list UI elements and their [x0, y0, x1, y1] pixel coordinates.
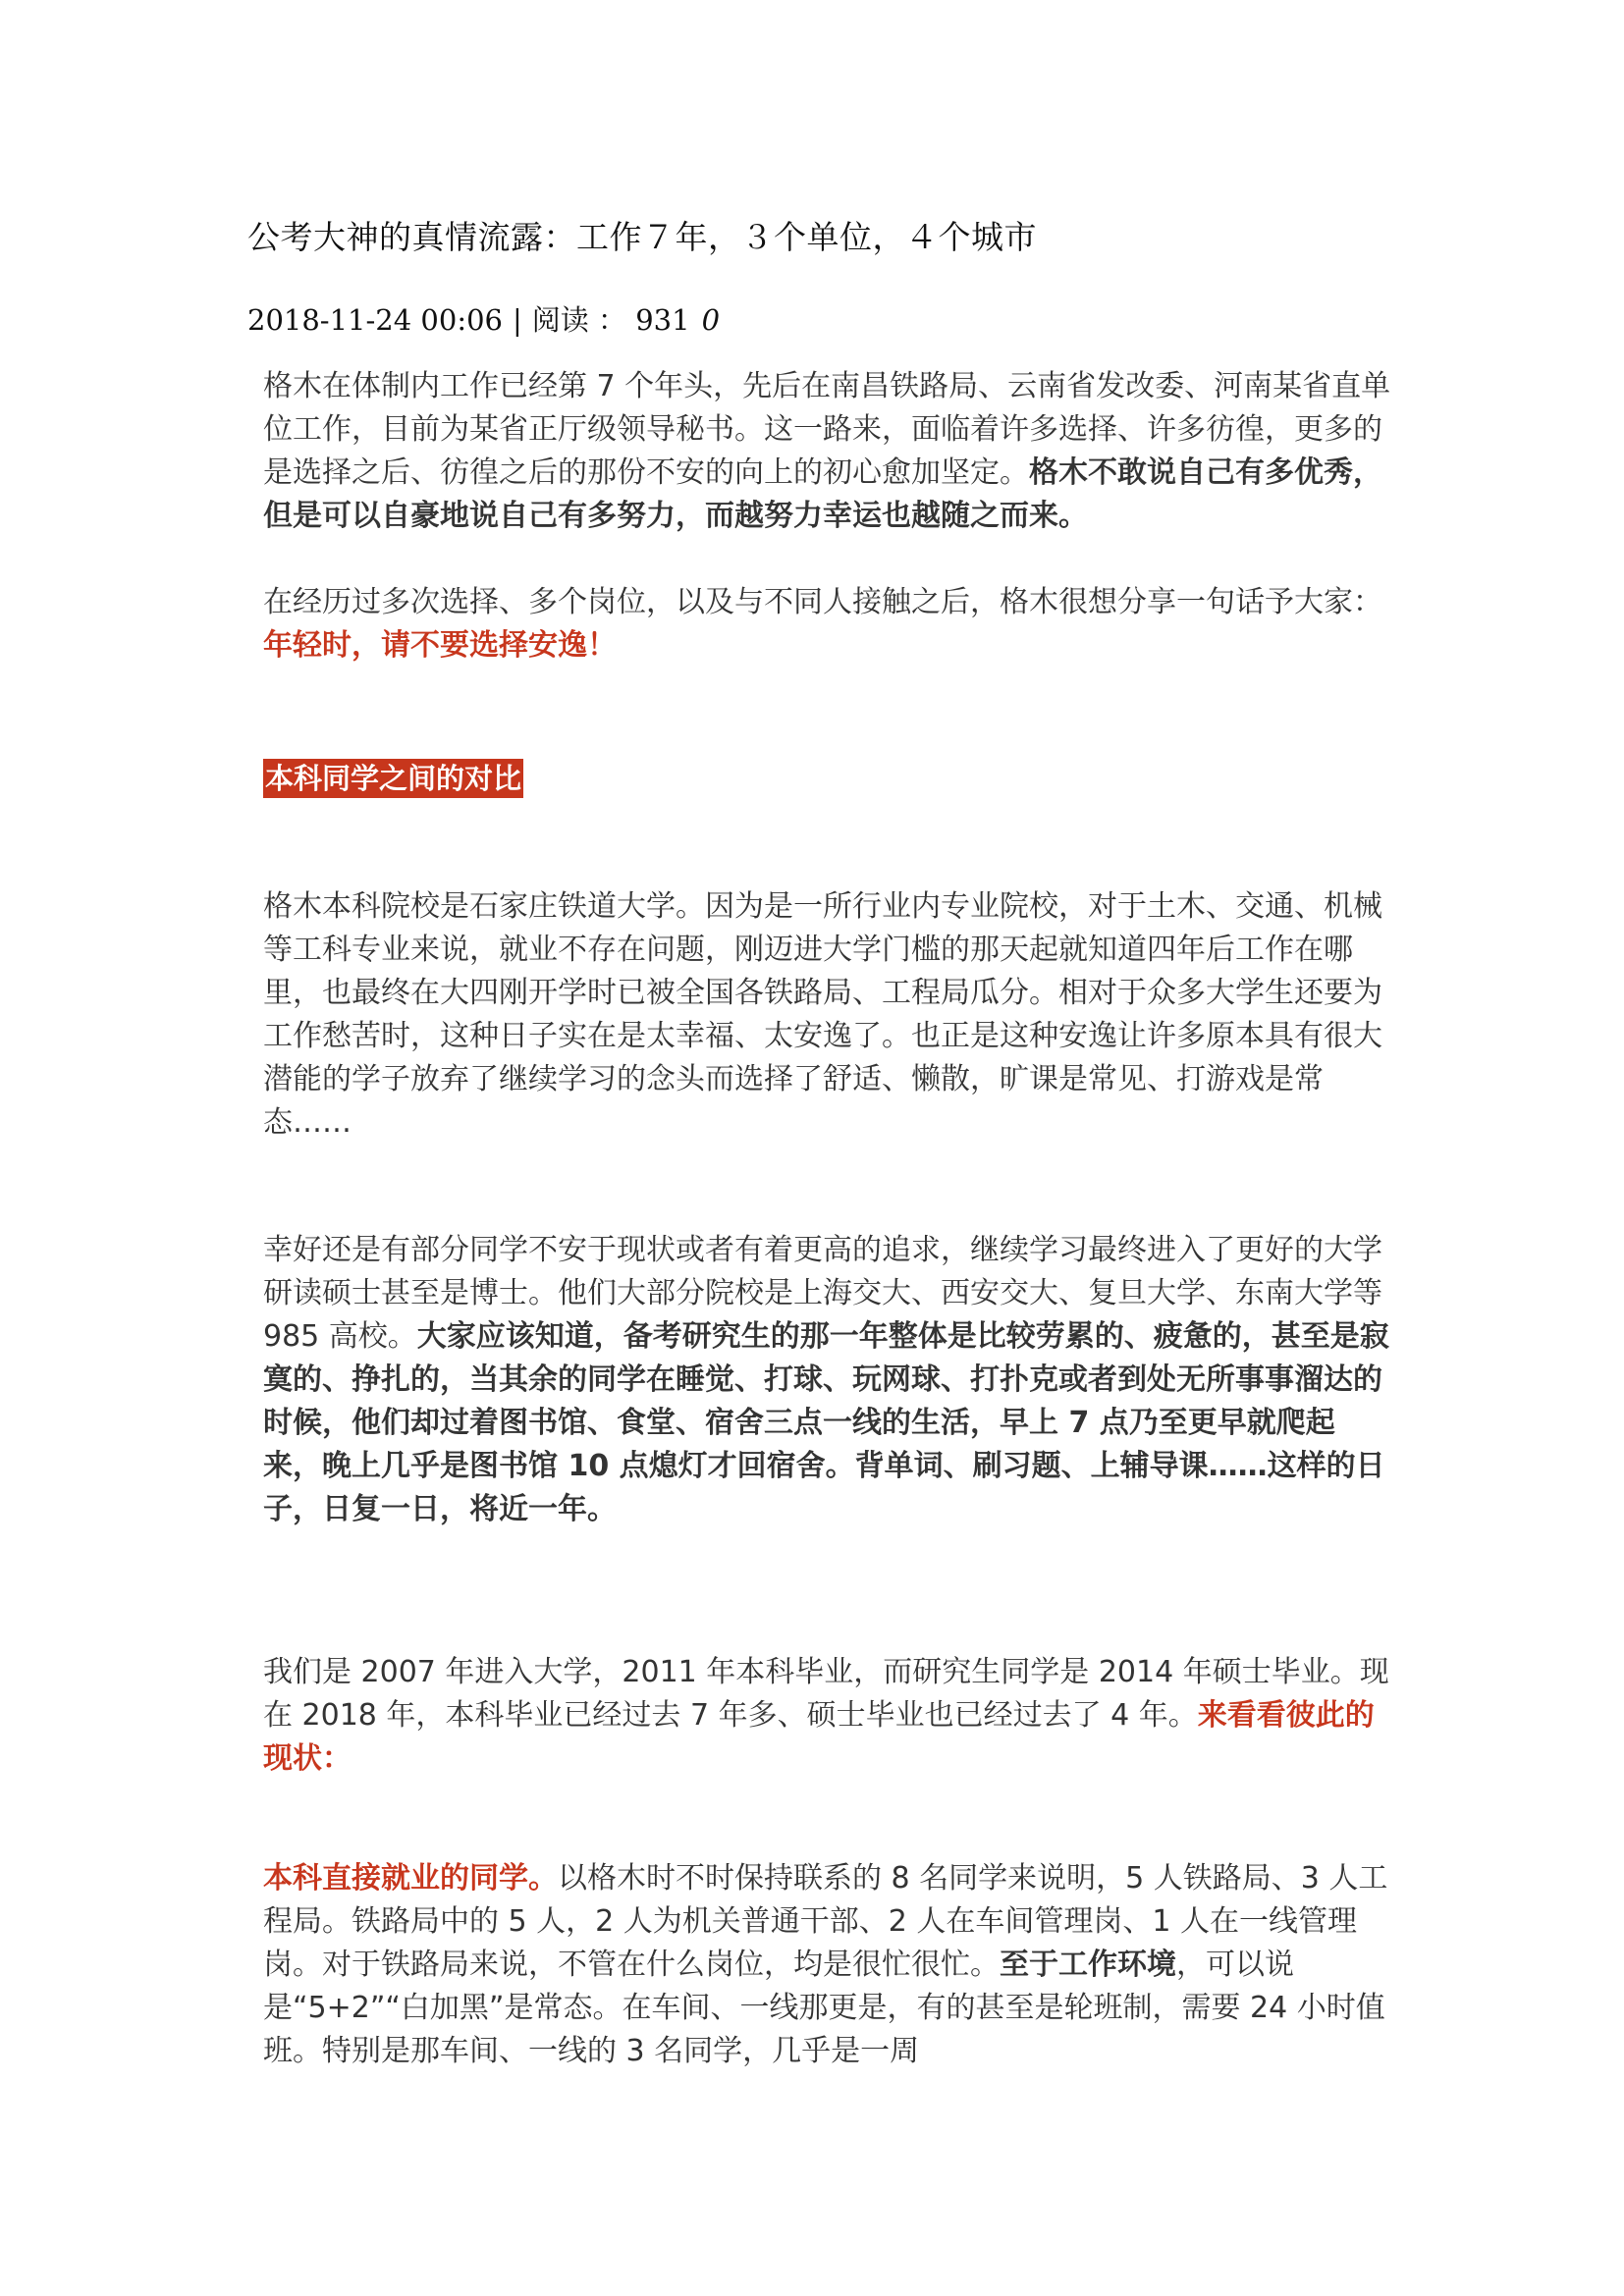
- read-label: 阅读 ：: [531, 303, 626, 337]
- paragraph-university: 格木本科院校是石家庄铁道大学。因为是一所行业内专业院校，对于土木、交通、机械等工科专业来说，就业不存在问题，刚迈进大学门槛的那天起就知道四年后工作在哪里，也最终在大四刚开学时已被全国各铁路局、工程局瓜分。相对于众多大学生还要为工作愁苦时，这种日子实在是太幸福、太安逸了。也正是这种安逸让许多原本具有很大潜能的学子放弃了继续学习的念头而选择了舒适、懒散，旷课是常见、打游戏是常态……: [263, 889, 1382, 1140]
- meta-separator: |: [513, 303, 522, 337]
- paragraph-highlight: 来看看彼此的现状：: [263, 1698, 1375, 1776]
- intro-paragraph-1: [263, 365, 1392, 538]
- paragraph-graduate-students: [263, 1229, 1392, 1531]
- paragraph-emphasis: 至于工作环境: [1000, 1948, 1176, 1982]
- paragraph-timeline: [263, 1651, 1392, 1781]
- intro-emphasis: 格木不敢说自己有多优秀，但是可以自豪地说自己有多努力，而越努力幸运也越随之而来。: [263, 455, 1382, 533]
- intro-text: 格木在体制内工作已经第 7 个年头，先后在南昌铁路局、云南省发改委、河南某省直单位工作，目前为某省正厅级领导秘书。这一路来，面临着许多选择、许多彷徨，更多的是选择之后、彷徨之后的那份不安的向上的初心愈加坚定。: [263, 369, 1391, 490]
- article-meta: [247, 298, 720, 339]
- comment-count: 0: [701, 303, 721, 337]
- intro-paragraph-2: [263, 581, 1392, 667]
- highlight-quote: 年轻时，请不要选择安逸！: [263, 628, 617, 663]
- intro-text: 在经历过多次选择、多个岗位，以及与不同人接触之后，格木很想分享一句话予大家：: [263, 585, 1382, 619]
- read-count: 931: [635, 303, 690, 337]
- paragraph-emphasis: 大家应该知道，备考研究生的那一年整体是比较劳累的、疲惫的，甚至是寂寞的、挣扎的，当其余的同学在睡觉、打球、玩网球、打扑克或者到处无所事事溜达的时候，他们却过着图书馆、食堂、宿舍三点一线的生活，早上 7 点乃至更早就爬起来，晚上几乎是图书馆 10 点熄灯才回宿舍。背单词、刷习题、上辅导课……这样的日子，日复一日，将近一年。: [263, 1319, 1389, 1526]
- article-title: 公考大神的真情流露：工作７年，３个单位，４个城市: [247, 218, 1037, 256]
- publish-datetime: 2018-11-24 00:06: [247, 303, 503, 337]
- paragraph-direct-employment: [263, 1857, 1392, 2073]
- paragraph-text: 以格木时不时保持联系的 8 名同学来说明，5 人铁路局、3 人工程局。铁路局中的 5 人，2 人为机关普通干部、2 人在车间管理岗、1 人在一线管理岗。对于铁路局来说，不管在什么岗位，均是很忙很忙。: [263, 1861, 1388, 1982]
- section-heading: 本科同学之间的对比: [263, 759, 523, 798]
- paragraph-text: 我们是 2007 年进入大学，2011 年本科毕业，而研究生同学是 2014 年硕士毕业。现在 2018 年，本科毕业已经过去 7 年多、硕士毕业也已经过去了 4 年。: [263, 1655, 1389, 1733]
- paragraph-highlight: 本科直接就业的同学。: [263, 1861, 558, 1896]
- paragraph-text: 幸好还是有部分同学不安于现状或者有着更高的追求，继续学习最终进入了更好的大学研读硕士甚至是博士。他们大部分院校是上海交大、西安交大、复旦大学、东南大学等 985 高校。: [263, 1233, 1382, 1354]
- paragraph-text: ，可以说是“5+2”“白加黑”是常态。在车间、一线那更是，有的甚至是轮班制，需要 24 小时值班。特别是那车间、一线的 3 名同学，几乎是一周: [263, 1948, 1385, 2068]
